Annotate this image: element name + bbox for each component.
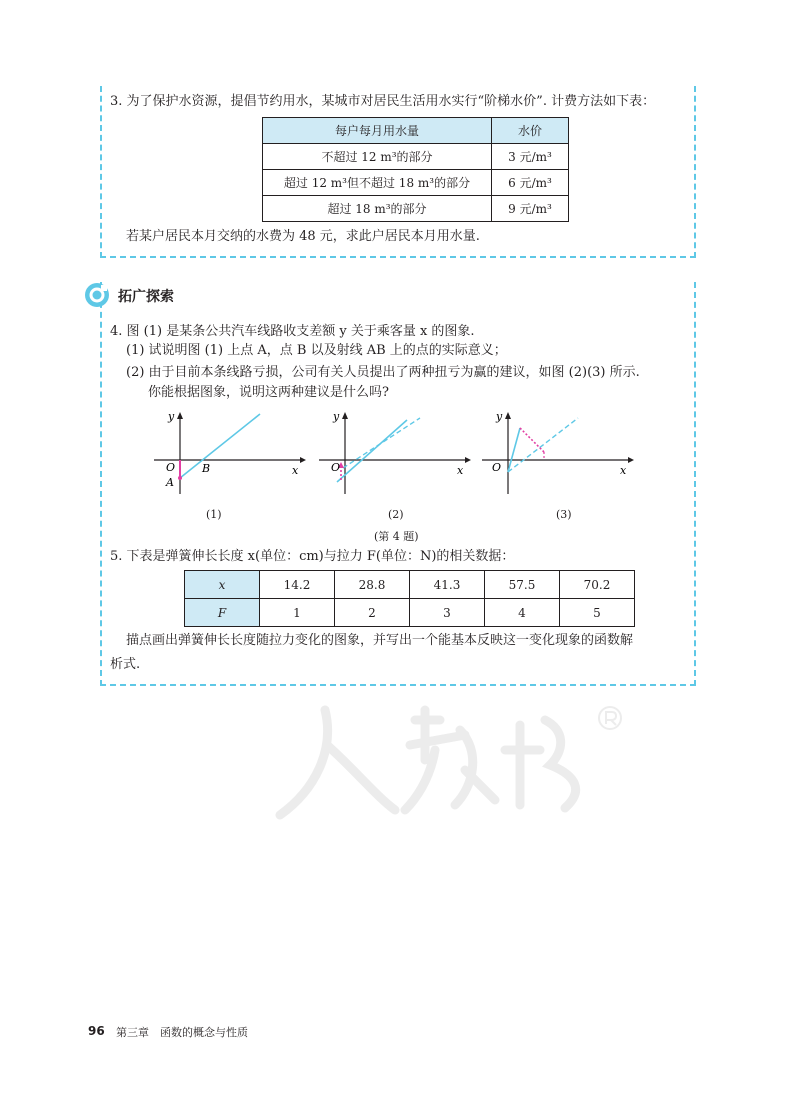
origin-label: O xyxy=(492,461,502,474)
steep-line xyxy=(508,428,520,472)
problem-5-question-line1: 描点画出弹簧伸长长度随拉力变化的图象，并写出一个能基本反映这一变化现象的函数解 xyxy=(126,633,634,648)
spring-data-table xyxy=(184,570,635,627)
y-label: y xyxy=(168,410,175,423)
cell-f: 1 xyxy=(260,599,335,627)
table-row xyxy=(263,196,569,222)
page-number: 96 xyxy=(88,1024,105,1038)
problem-5-question-line2: 析式. xyxy=(110,657,141,672)
x-label: x xyxy=(292,464,299,477)
x-label: x xyxy=(457,464,464,477)
section-logo-icon xyxy=(84,282,110,308)
origin-label: O xyxy=(166,461,176,474)
y-arrow-icon xyxy=(505,412,511,419)
cell-f: 2 xyxy=(335,599,410,627)
cell-x: 14.2 xyxy=(260,571,335,599)
x-arrow-icon xyxy=(465,457,471,463)
point-a-label: A xyxy=(166,476,174,489)
original-line-dashed xyxy=(508,418,578,472)
cell-f: 4 xyxy=(485,599,560,627)
problem-4-line4: 你能根据图象，说明这两种建议是什么吗? xyxy=(148,385,389,400)
table-row xyxy=(263,170,569,196)
cell-f: 5 xyxy=(560,599,635,627)
y-arrow-icon xyxy=(177,412,183,419)
original-line xyxy=(337,420,407,482)
graph-2 xyxy=(315,410,475,495)
table-header-row xyxy=(263,118,569,144)
row-label-x: x xyxy=(185,571,260,599)
x-label: x xyxy=(620,464,627,477)
problem-4-line2: (1) 试说明图 (1) 上点 A，点 B 以及射线 AB 上的点的实际意义； xyxy=(126,343,507,358)
y-label: y xyxy=(496,410,503,423)
price-cell: 9 元/m³ xyxy=(492,196,569,222)
graph-3-caption: (3) xyxy=(556,508,572,521)
problem-5-text: 5. 下表是弹簧伸长长度 x(单位：cm)与拉力 F(单位：N)的相关数据： xyxy=(110,549,515,564)
graph-2-caption: (2) xyxy=(388,508,404,521)
point-b-label: B xyxy=(202,462,211,475)
graph-1 xyxy=(150,410,310,495)
publisher-watermark-logo xyxy=(265,690,635,830)
problem-4-line1: 4. 图 (1) 是某条公共汽车线路收支差额 y 关于乘客量 x 的图象. xyxy=(110,324,475,339)
usage-cell: 超过 12 m³但不超过 18 m³的部分 xyxy=(263,170,492,196)
header-price: 水价 xyxy=(492,118,569,144)
problem-4-line3: (2) 由于目前本条线路亏损，公司有关人员提出了两种扭亏为赢的建议，如图 (2)(3) 所示. xyxy=(126,365,640,380)
problem-3-text: 3. 为了保护水资源，提倡节约用水，某城市对居民生活用水实行“阶梯水价”. 计费方法如下表： xyxy=(110,94,656,109)
point-a xyxy=(178,476,182,480)
chapter-title: 第三章 函数的概念与性质 xyxy=(116,1026,248,1039)
cell-x: 57.5 xyxy=(485,571,560,599)
usage-cell: 超过 18 m³的部分 xyxy=(263,196,492,222)
x-arrow-icon xyxy=(300,457,306,463)
usage-cell: 不超过 12 m³的部分 xyxy=(263,144,492,170)
graph-1-caption: (1) xyxy=(206,508,222,521)
table-row-f xyxy=(185,599,635,627)
section-title: 拓广探索 xyxy=(118,289,174,305)
table-row xyxy=(263,144,569,170)
figure-caption: (第 4 题) xyxy=(374,530,419,543)
cell-f: 3 xyxy=(410,599,485,627)
row-label-f: F xyxy=(185,599,260,627)
y-label: y xyxy=(333,410,340,423)
header-usage: 每户每月用水量 xyxy=(263,118,492,144)
y-arrow-icon xyxy=(342,412,348,419)
x-arrow-icon xyxy=(628,457,634,463)
problem-3-question: 若某户居民本月交纳的水费为 48 元，求此户居民本月用水量. xyxy=(126,229,480,244)
cell-x: 28.8 xyxy=(335,571,410,599)
price-cell: 6 元/m³ xyxy=(492,170,569,196)
rotation-arrow xyxy=(520,428,544,452)
cell-x: 70.2 xyxy=(560,571,635,599)
cell-x: 41.3 xyxy=(410,571,485,599)
water-price-table xyxy=(262,117,569,222)
price-cell: 3 元/m³ xyxy=(492,144,569,170)
origin-label: O xyxy=(331,461,341,474)
graph-3 xyxy=(478,410,638,495)
table-row-x xyxy=(185,571,635,599)
ray-ab xyxy=(180,414,260,478)
